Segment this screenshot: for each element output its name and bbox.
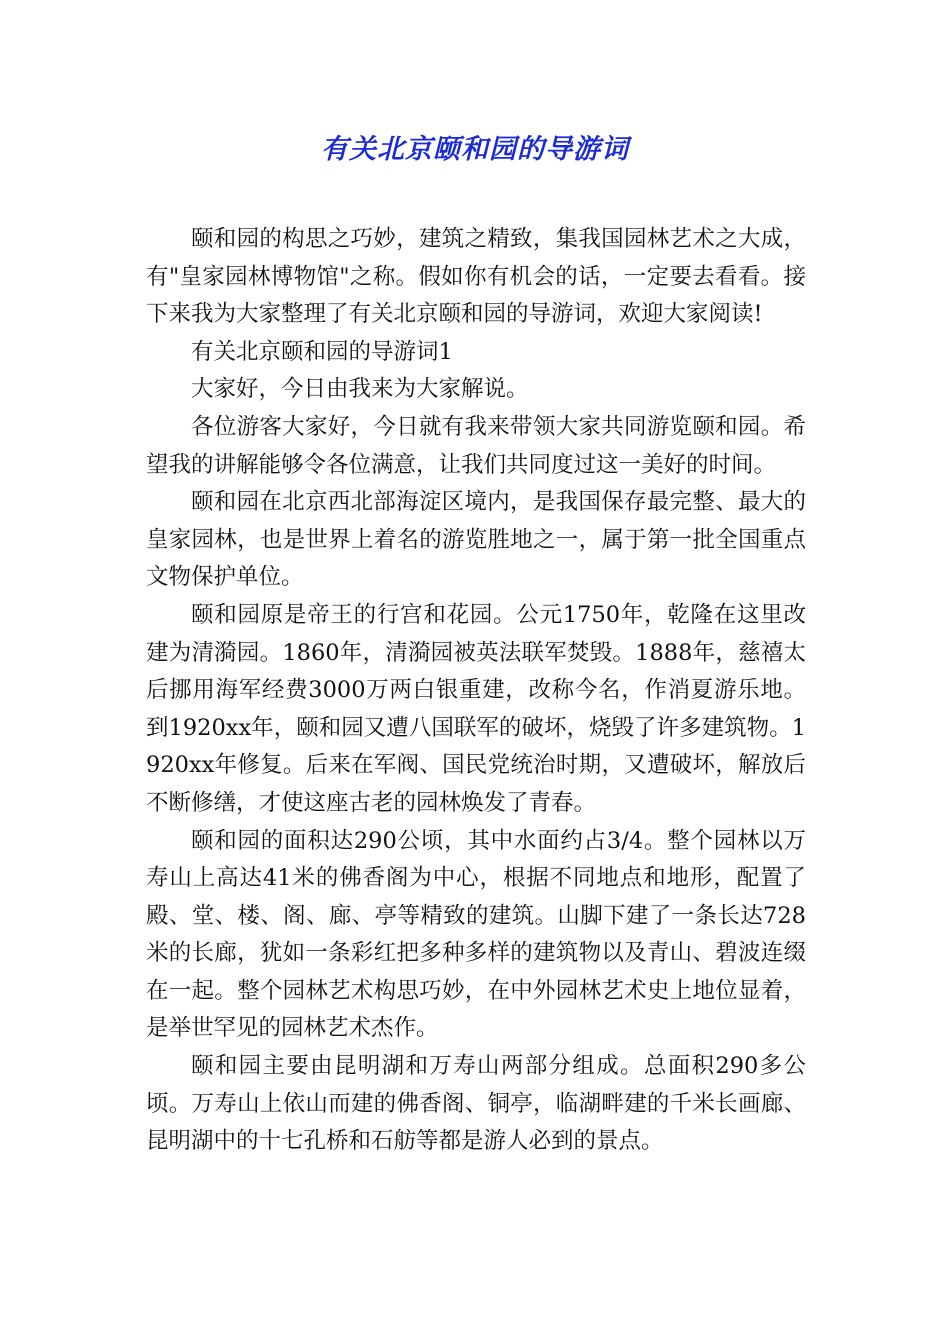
document-body: [146, 221, 806, 1161]
paragraph-history: 颐和园原是帝王的行宫和花园。公元1750年，乾隆在这里改建为清漪园。1860年，清漪园被英法联军焚毁。1888年，慈禧太后挪用海军经费3000万两白银重建，改称今名，作消夏游乐地。到1920xx年，颐和园又遭八国联军的破坏，烧毁了许多建筑物。1920xx年修复。后来在军阀、国民党统治时期，又遭破坏，解放后不断修缮，才使这座古老的园林焕发了青春。: [146, 601, 806, 816]
document-title: 有关北京颐和园的导游词: [321, 134, 629, 165]
paragraph-welcome: 各位游客大家好，今日就有我来带领大家共同游览颐和园。希望我的讲解能够令各位满意，让我们共同度过这一美好的时间。: [146, 413, 806, 478]
paragraph-area: 颐和园的面积达290公顷，其中水面约占3/4。整个园林以万寿山上高达41米的佛香阁为中心，根据不同地点和地形，配置了殿、堂、楼、阁、廊、亭等精致的建筑。山脚下建了一条长达728米的长廊，犹如一条彩红把多种多样的建筑物以及青山、碧波连缀在一起。整个园林艺术构思巧妙，在中外园林艺术史上地位显着，是举世罕见的园林艺术杰作。: [146, 827, 806, 1042]
paragraph-composition: 颐和园主要由昆明湖和万寿山两部分组成。总面积290多公顷。万寿山上依山而建的佛香阁、铜亭，临湖畔建的千米长画廊、昆明湖中的十七孔桥和石舫等都是游人必到的景点。: [146, 1053, 806, 1155]
paragraph-section-heading: 有关北京颐和园的导游词1: [191, 338, 453, 365]
paragraph-greeting: 大家好，今日由我来为大家解说。: [191, 376, 529, 403]
paragraph-location: 颐和园在北京西北部海淀区境内，是我国保存最完整、最大的皇家园林，也是世界上着名的游览胜地之一，属于第一批全国重点文物保护单位。: [146, 489, 806, 591]
paragraph-intro: 颐和园的构思之巧妙，建筑之精致，集我国园林艺术之大成，有"皇家园林博物馆"之称。假如你有机会的话，一定要去看看。接下来我为大家整理了有关北京颐和园的导游词，欢迎大家阅读!: [146, 226, 806, 328]
